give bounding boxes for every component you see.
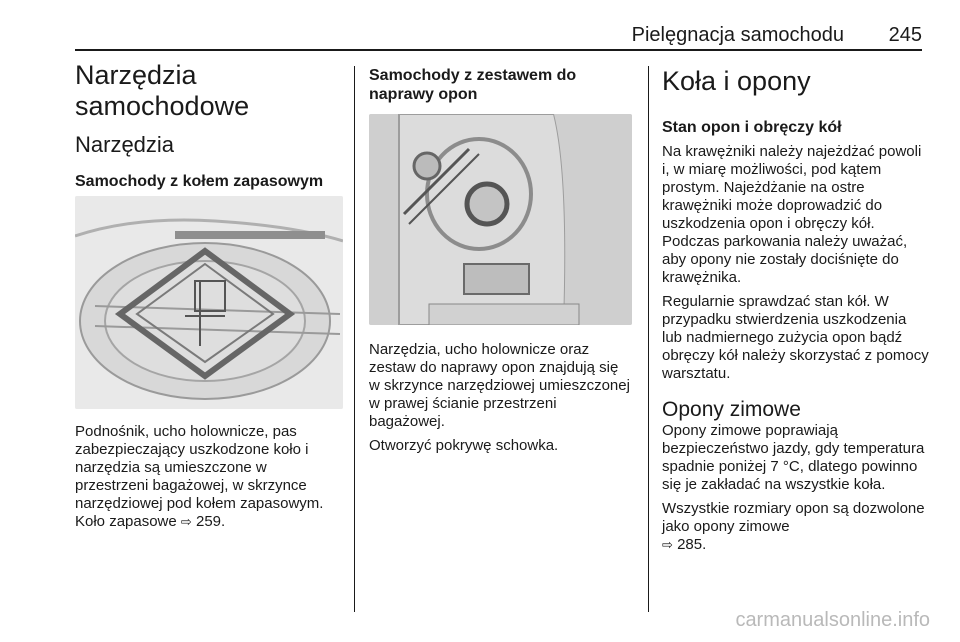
subheading-winter-tyres: Opony zimowe — [662, 398, 801, 421]
column-3 — [662, 66, 930, 554]
storage-compartment-illustration — [369, 114, 632, 325]
cross-reference-link[interactable]: 259. — [195, 513, 226, 530]
header-rule — [75, 49, 922, 51]
column-1-body — [75, 423, 343, 531]
column-divider-2 — [648, 66, 649, 612]
inspection-paragraph: Regularnie sprawdzać stan kół. W przypadku stwierdzenia uszkodzenia lub nadmiernego zużycia opon bądź obręczy kół należy skorzystać z pomocy warsztatu. — [662, 293, 929, 382]
winter-tyres-paragraph: Opony zimowe poprawiają bezpieczeństwo jazdy, gdy temperatura spadnie poniżej 7 °C, dlatego powinno się je zakładać na wszystkie koła. — [662, 422, 925, 493]
column-divider-1 — [354, 66, 355, 612]
cross-reference-arrow-icon: ⇨ — [180, 514, 192, 529]
jack-illustration — [75, 196, 343, 409]
column-2-body — [369, 341, 633, 455]
column-2 — [369, 66, 633, 104]
figure-storage-compartment — [369, 114, 632, 325]
page-number: 245 — [888, 24, 922, 46]
section-heading-repair-kit: Samochody z zestawem do naprawy opon — [369, 67, 577, 103]
open-compartment-instruction: Otworzyć pokrywę schowka. — [369, 437, 559, 454]
curb-paragraph: Na krawężniki należy najeżdżać powoli i, w miarę możliwości, pod kątem prostym. Najeżdżanie na ostre krawężniki może doprowadzić do uszkodzenia opon i obręczy kół. Podczas parkowania należy uważać, aby opony nie zostały dociśnięte do krawężnika. — [662, 143, 922, 286]
running-header-title: Pielęgnacja samochodu — [631, 24, 844, 46]
repair-kit-paragraph: Narzędzia, ucho holownicze oraz zestaw do naprawy opon znajdują się w skrzynce narzędziowej umieszczonej w prawej ścianie przestrzeni bagażowej. — [369, 341, 630, 430]
subheading-tools: Narzędzia — [75, 132, 175, 157]
column-1 — [75, 60, 343, 191]
figure-jack-spare-wheel — [75, 196, 343, 409]
subsection-heading-tyre-condition: Stan opon i obręczy kół — [662, 119, 842, 136]
cross-reference-link[interactable]: 285. — [677, 536, 707, 553]
chapter-heading: Narzędzia samochodowe — [75, 60, 250, 121]
tyre-sizes-paragraph: Wszystkie rozmiary opon są dozwolone jako opony zimowe — [662, 500, 925, 535]
section-heading-spare-wheel: Samochody z kołem zapasowym — [75, 173, 324, 190]
section-heading-wheels-tyres: Koła i opony — [662, 66, 811, 96]
spare-wheel-paragraph: Podnośnik, ucho holownicze, pas zabezpieczający uszkodzone koło i narzędzia są umieszczone w przestrzeni bagażowej, w skrzynce narzędziowej pod kołem zapasowym. Koło zapasowe — [75, 423, 324, 530]
cross-reference-arrow-icon: ⇨ — [662, 537, 673, 552]
watermark: carmanualsonline.info — [735, 609, 930, 631]
